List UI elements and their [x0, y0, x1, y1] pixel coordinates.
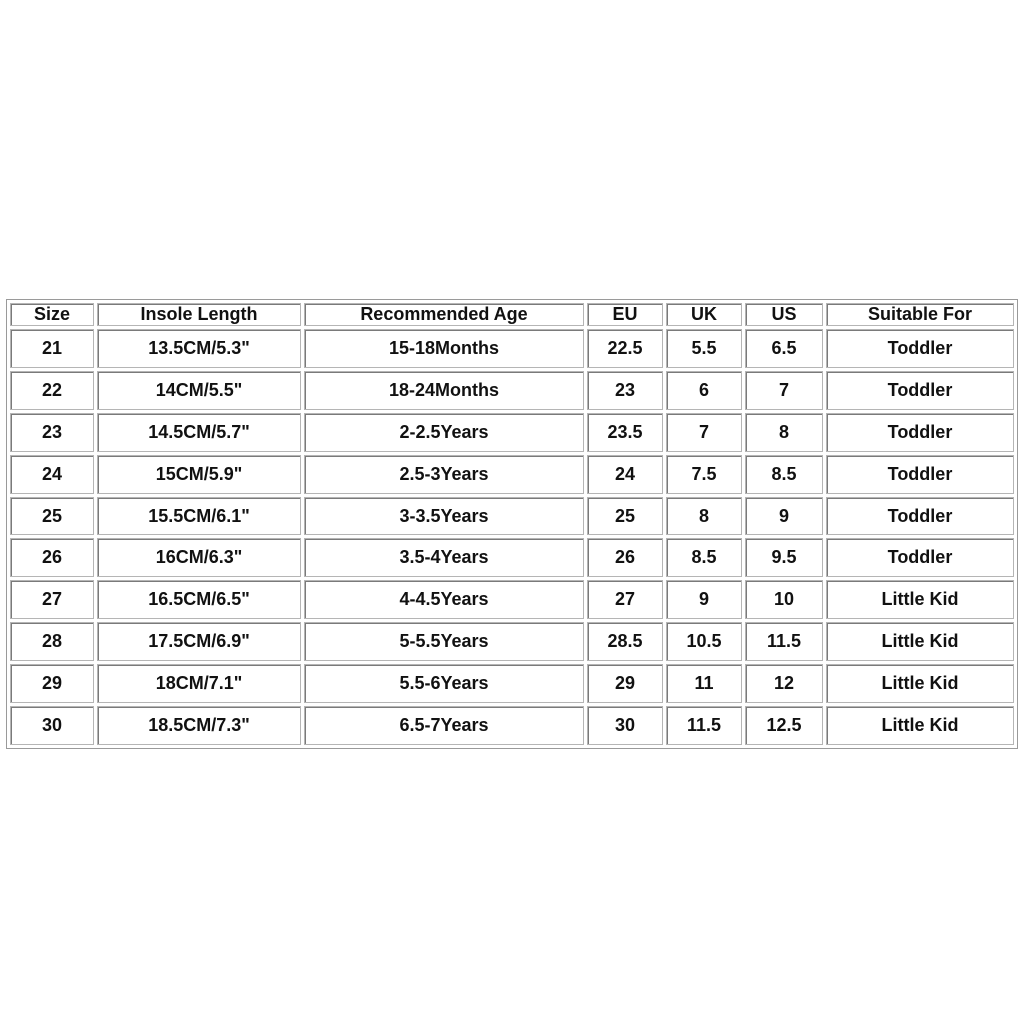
- cell-uk: 6: [666, 371, 742, 410]
- cell-size: 28: [10, 622, 94, 661]
- cell-eu: 26: [587, 538, 663, 577]
- cell-uk: 11: [666, 664, 742, 703]
- cell-uk: 9: [666, 580, 742, 619]
- table-row: [10, 497, 1014, 536]
- cell-uk: 8.5: [666, 538, 742, 577]
- cell-suitable-for: Toddler: [826, 413, 1014, 452]
- cell-insole-length: 18.5CM/7.3": [97, 706, 301, 745]
- cell-size: 27: [10, 580, 94, 619]
- cell-recommended-age: 6.5-7Years: [304, 706, 584, 745]
- header-uk: UK: [666, 303, 742, 326]
- cell-insole-length: 14.5CM/5.7": [97, 413, 301, 452]
- cell-eu: 24: [587, 455, 663, 494]
- cell-recommended-age: 3-3.5Years: [304, 497, 584, 536]
- header-eu: EU: [587, 303, 663, 326]
- cell-insole-length: 16CM/6.3": [97, 538, 301, 577]
- cell-suitable-for: Little Kid: [826, 706, 1014, 745]
- cell-us: 11.5: [745, 622, 823, 661]
- header-insole-length: Insole Length: [97, 303, 301, 326]
- cell-insole-length: 15.5CM/6.1": [97, 497, 301, 536]
- cell-uk: 10.5: [666, 622, 742, 661]
- cell-suitable-for: Little Kid: [826, 664, 1014, 703]
- cell-us: 7: [745, 371, 823, 410]
- cell-us: 12: [745, 664, 823, 703]
- cell-recommended-age: 5.5-6Years: [304, 664, 584, 703]
- cell-eu: 30: [587, 706, 663, 745]
- cell-us: 12.5: [745, 706, 823, 745]
- cell-eu: 22.5: [587, 329, 663, 368]
- cell-recommended-age: 15-18Months: [304, 329, 584, 368]
- cell-suitable-for: Toddler: [826, 538, 1014, 577]
- table-row: [10, 538, 1014, 577]
- cell-recommended-age: 4-4.5Years: [304, 580, 584, 619]
- table-row: [10, 706, 1014, 745]
- table-row: [10, 664, 1014, 703]
- cell-insole-length: 13.5CM/5.3": [97, 329, 301, 368]
- cell-recommended-age: 18-24Months: [304, 371, 584, 410]
- table-row: [10, 622, 1014, 661]
- cell-uk: 8: [666, 497, 742, 536]
- cell-eu: 23: [587, 371, 663, 410]
- cell-insole-length: 14CM/5.5": [97, 371, 301, 410]
- header-us: US: [745, 303, 823, 326]
- cell-recommended-age: 5-5.5Years: [304, 622, 584, 661]
- header-size: Size: [10, 303, 94, 326]
- cell-size: 24: [10, 455, 94, 494]
- cell-us: 9.5: [745, 538, 823, 577]
- cell-us: 8.5: [745, 455, 823, 494]
- cell-insole-length: 18CM/7.1": [97, 664, 301, 703]
- table-row: [10, 371, 1014, 410]
- cell-size: 30: [10, 706, 94, 745]
- cell-eu: 29: [587, 664, 663, 703]
- cell-eu: 23.5: [587, 413, 663, 452]
- size-chart-container: [6, 299, 1018, 749]
- cell-size: 21: [10, 329, 94, 368]
- table-row: [10, 413, 1014, 452]
- cell-size: 25: [10, 497, 94, 536]
- size-chart-table: [7, 300, 1017, 748]
- cell-recommended-age: 2-2.5Years: [304, 413, 584, 452]
- cell-suitable-for: Toddler: [826, 371, 1014, 410]
- header-suitable-for: Suitable For: [826, 303, 1014, 326]
- cell-us: 10: [745, 580, 823, 619]
- cell-suitable-for: Toddler: [826, 329, 1014, 368]
- cell-suitable-for: Little Kid: [826, 580, 1014, 619]
- cell-recommended-age: 3.5-4Years: [304, 538, 584, 577]
- header-row: [10, 303, 1014, 326]
- cell-insole-length: 16.5CM/6.5": [97, 580, 301, 619]
- cell-uk: 7.5: [666, 455, 742, 494]
- cell-recommended-age: 2.5-3Years: [304, 455, 584, 494]
- cell-eu: 28.5: [587, 622, 663, 661]
- table-row: [10, 580, 1014, 619]
- cell-suitable-for: Toddler: [826, 455, 1014, 494]
- header-recommended-age: Recommended Age: [304, 303, 584, 326]
- cell-suitable-for: Little Kid: [826, 622, 1014, 661]
- cell-size: 22: [10, 371, 94, 410]
- cell-size: 23: [10, 413, 94, 452]
- cell-size: 29: [10, 664, 94, 703]
- cell-uk: 5.5: [666, 329, 742, 368]
- cell-uk: 7: [666, 413, 742, 452]
- cell-insole-length: 15CM/5.9": [97, 455, 301, 494]
- cell-us: 8: [745, 413, 823, 452]
- cell-uk: 11.5: [666, 706, 742, 745]
- cell-eu: 27: [587, 580, 663, 619]
- cell-eu: 25: [587, 497, 663, 536]
- cell-us: 6.5: [745, 329, 823, 368]
- cell-size: 26: [10, 538, 94, 577]
- cell-us: 9: [745, 497, 823, 536]
- table-row: [10, 329, 1014, 368]
- cell-insole-length: 17.5CM/6.9": [97, 622, 301, 661]
- table-row: [10, 455, 1014, 494]
- cell-suitable-for: Toddler: [826, 497, 1014, 536]
